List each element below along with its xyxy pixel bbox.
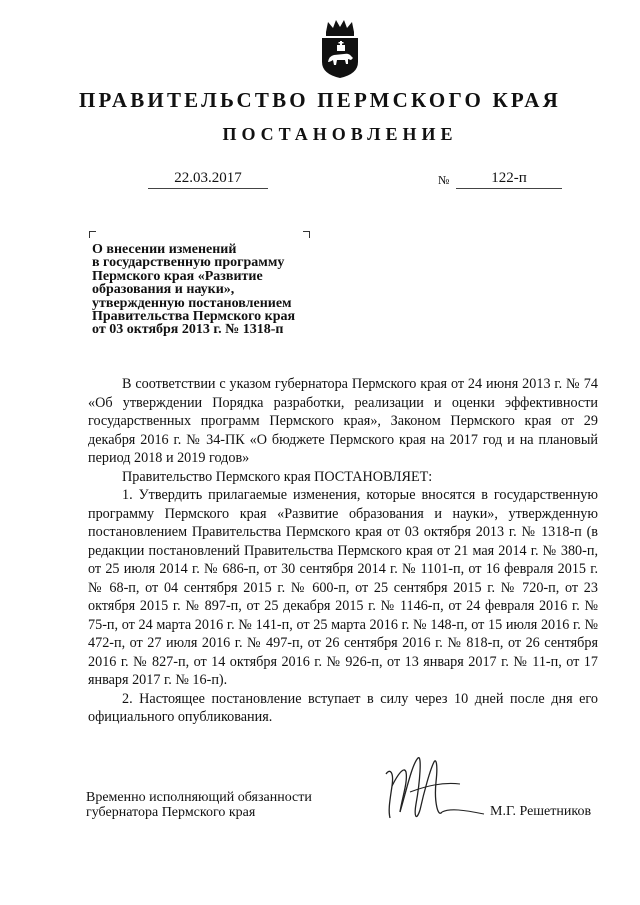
document-subject [92, 243, 332, 337]
body-paragraph-item-1: 1. Утвердить прилагаемые изменения, которые вносятся в государственную программу Пермского края «Развитие образования и науки», утвержденную постановлением Правительства Пермского края от 03 октября 2013 г. № 1318-п (в редакции постановлений Правительства Пермского края от 21 мая 2014 г. № 380-п, от 25 июля 2014 г. № 686-п, от 30 сентября 2014 г. № 1101-п, от 16 февраля 2015 г. № 68-п, от 04 сентября 2015 г. № 600-п, от 25 сентября 2015 г. № 720-п, от 23 октября 2015 г. № 897-п, от 25 декабря 2015 г. № 1146-п, от 24 февраля 2016 г. № 75-п, от 24 марта 2016 г. № 141-п, от 25 марта 2016 г. № 148-п, от 15 июля 2016 г. № 472-п, от 27 июля 2016 г. № 497-п, от 26 сентября 2016 г. № 818-п, от 26 сентября 2016 г. № 827-п, от 14 октября 2016 г. № 926-п, от 13 января 2017 г. № 11-п, от 17 января 2017 г. № 16-п). [88, 487, 598, 688]
coat-of-arms-icon [318, 18, 362, 80]
document-type: ПОСТАНОВЛЕНИЕ [222, 124, 458, 144]
handwritten-signature-icon [380, 752, 490, 832]
subject-corner-right [303, 231, 310, 238]
subject-line: утвержденную постановлением [92, 295, 292, 311]
signatory-name: М.Г. Решетников [490, 804, 592, 819]
subject-line: от 03 октября 2013 г. № 1318-п [92, 322, 284, 338]
government-title: ПРАВИТЕЛЬСТВО ПЕРМСКОГО КРАЯ [78, 88, 561, 112]
document-date: 22.03.2017 [148, 170, 268, 189]
document-body [88, 375, 598, 727]
signatory-position-line: Временно исполняющий обязанности [86, 790, 312, 805]
number-sign: № [438, 173, 450, 187]
subject-line: О внесении изменений [92, 242, 237, 257]
subject-line: в государственную программу [92, 255, 285, 271]
subject-corner-left [89, 231, 96, 238]
subject-line: Правительства Пермского края [92, 309, 296, 325]
subject-line: образования и науки», [92, 282, 235, 298]
subject-line: Пермского края «Развитие [92, 268, 263, 284]
signatory-position [86, 790, 312, 820]
body-paragraph-item-2: 2. Настоящее постановление вступает в силу через 10 дней после дня его официального опубликования. [88, 690, 598, 725]
body-paragraph-preamble: В соответствии с указом губернатора Пермского края от 24 июня 2013 г. № 74 «Об утверждении Порядка разработки, реализации и оценки эффективности государственных программ Пермского края», Законом Пермского края от 29 декабря 2016 г. № 34-ПК «О бюджете Пермского края на 2017 год и на плановый период 2018 и 2019 годов» [88, 376, 598, 466]
document-number: 122-п [456, 170, 562, 189]
signatory-position-line: губернатора Пермского края [86, 805, 256, 820]
body-paragraph-resolves: Правительство Пермского края ПОСТАНОВЛЯЕТ: [122, 468, 433, 485]
